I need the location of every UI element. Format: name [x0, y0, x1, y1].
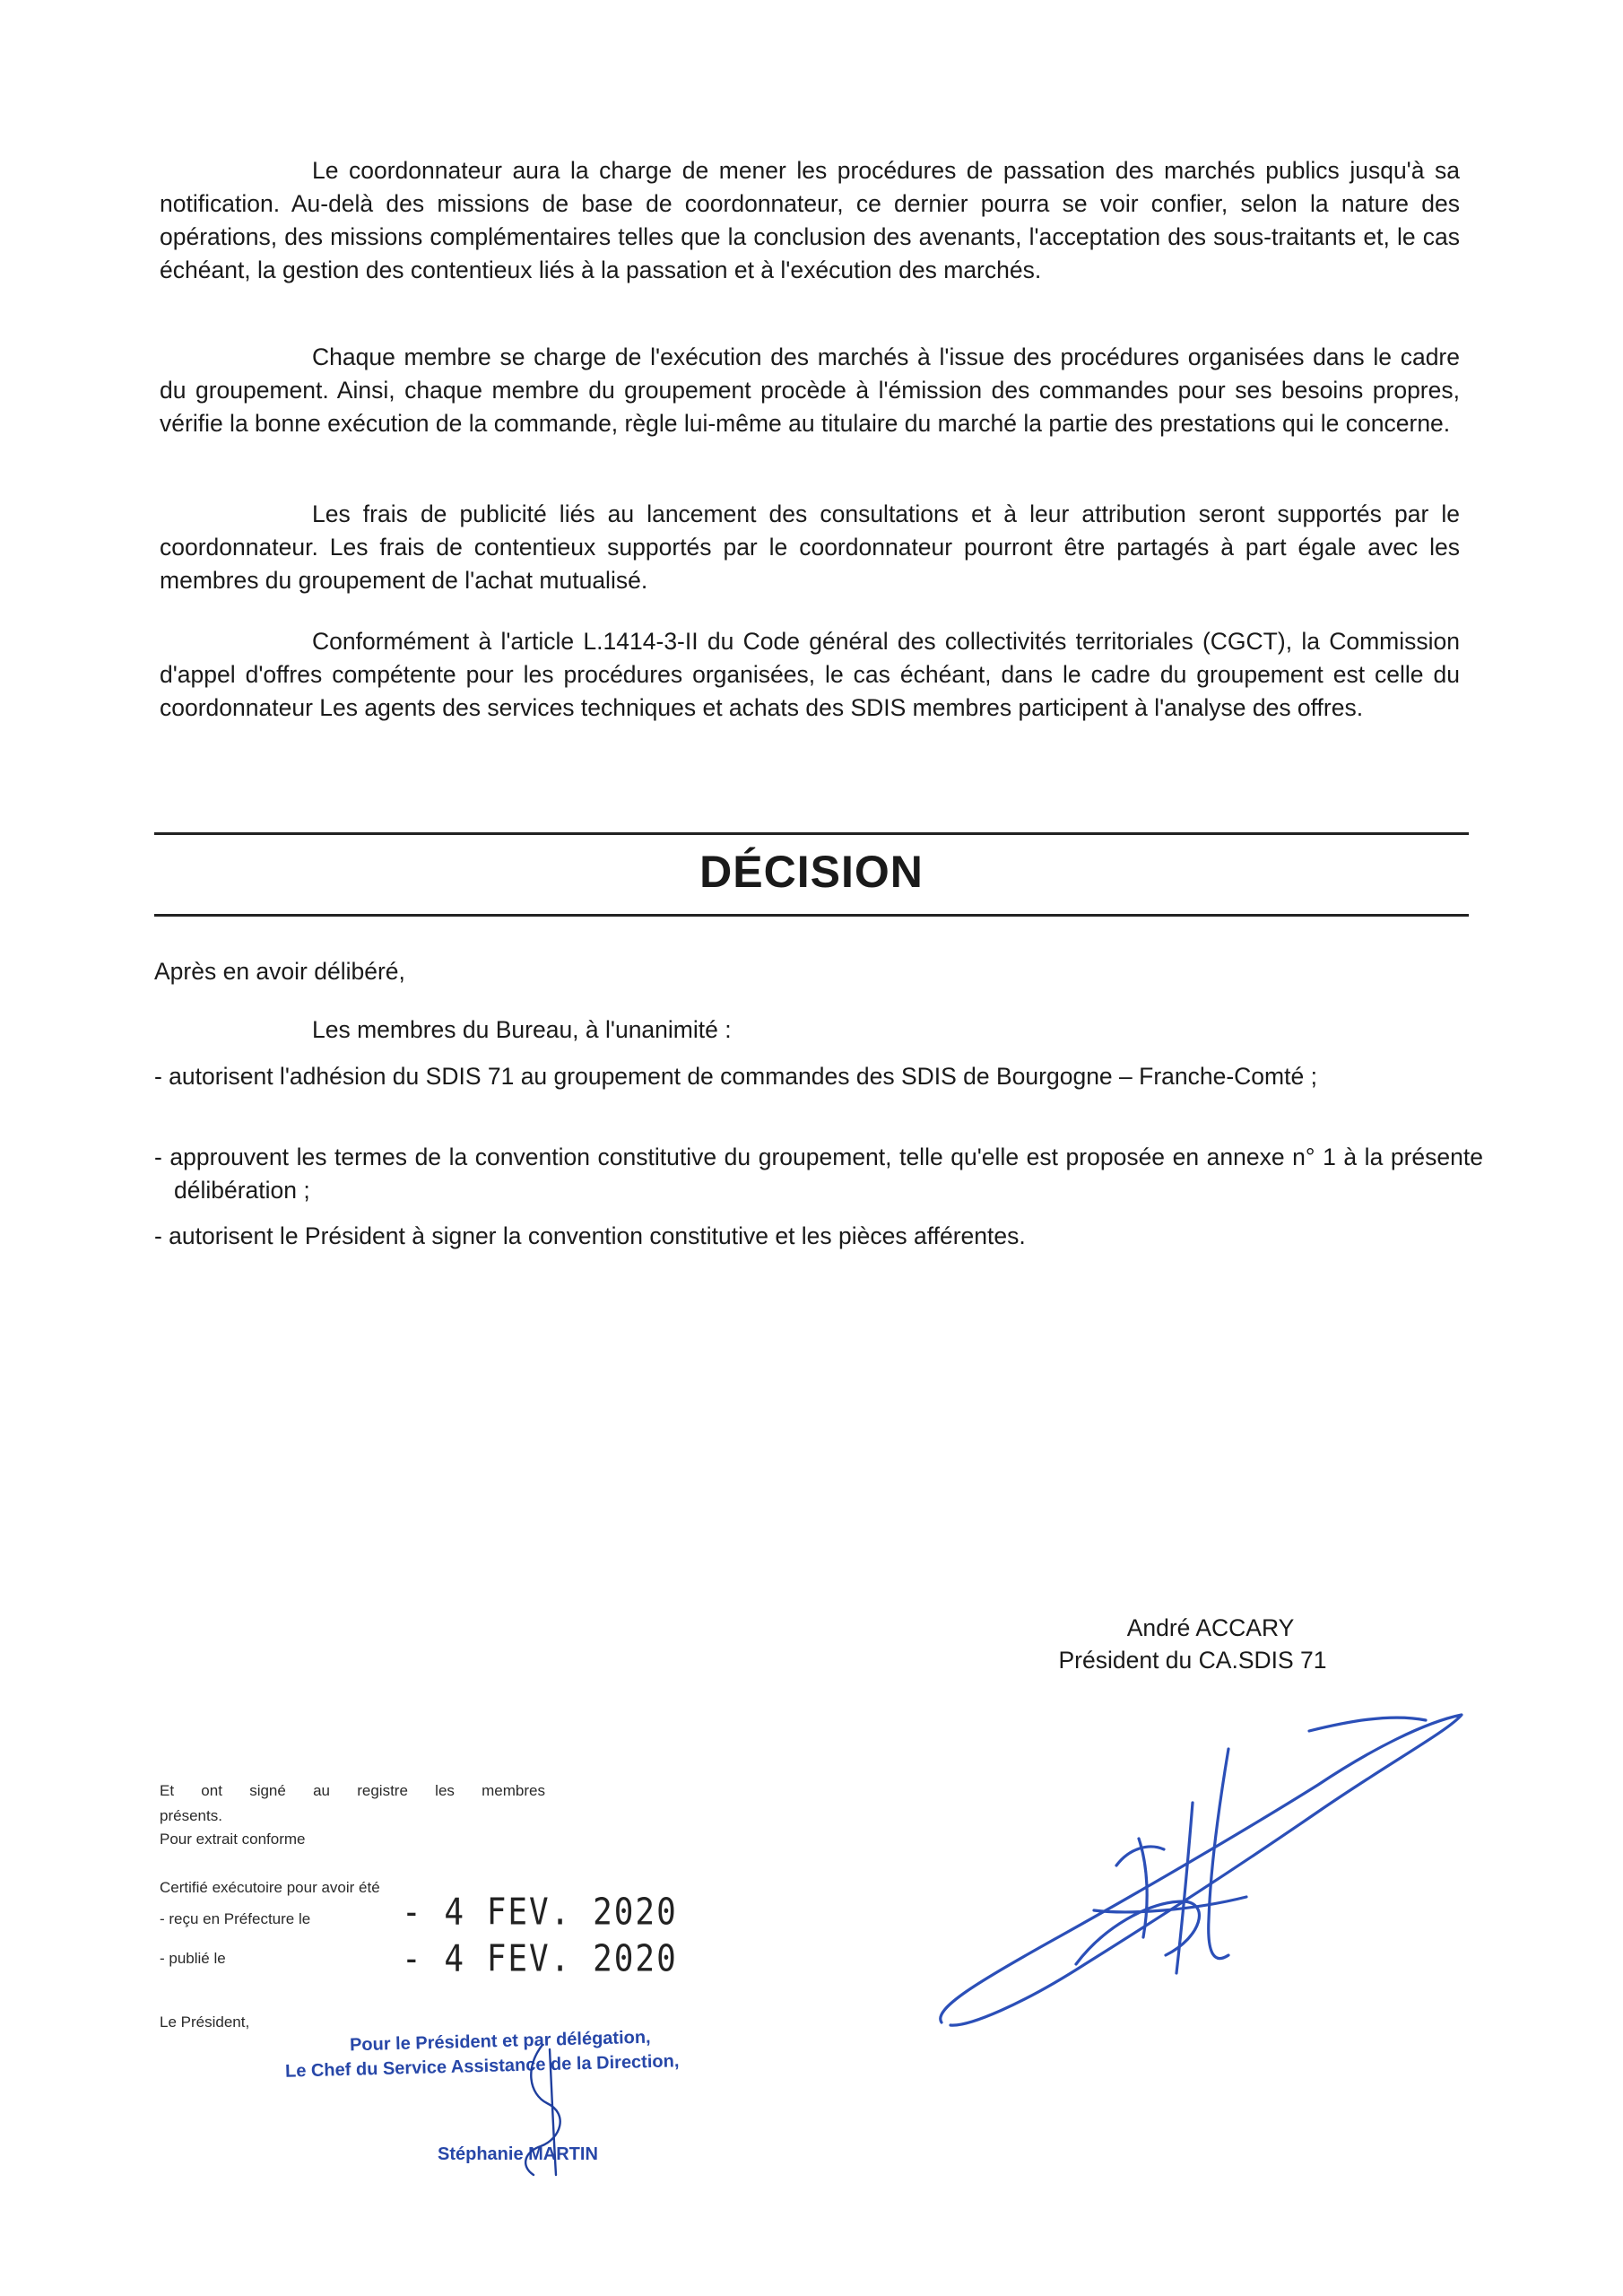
- decision-bottom-rule: [154, 914, 1469, 917]
- certified-label: Certifié exécutoire pour avoir été: [160, 1879, 380, 1896]
- signatory-role: Président du CA.SDIS 71: [1058, 1647, 1327, 1674]
- president-label: Le Président,: [160, 2013, 250, 2031]
- register-line-3: Pour extrait conforme: [160, 1831, 306, 1848]
- delegation-stamp-line-1: Pour le Président et par délégation,: [349, 2027, 651, 2056]
- decision-intro: Après en avoir délibéré,: [154, 958, 405, 985]
- decision-item: - approuvent les termes de la convention constitutive du groupement, telle qu'elle est proposée en annexe n° 1 à la présente délibération ;: [154, 1144, 1483, 1204]
- decision-title: DÉCISION: [699, 847, 924, 897]
- received-label: - reçu en Préfecture le: [160, 1910, 311, 1927]
- received-date-stamp: - 4 FEV. 2020: [402, 1891, 678, 1935]
- published-date-stamp: - 4 FEV. 2020: [402, 1937, 678, 1981]
- delegation-stamp-line-2: Le Chef du Service Assistance de la Direction,: [284, 2051, 680, 2082]
- published-label: - publié le: [160, 1950, 226, 1967]
- delegation-stamp-name: Stéphanie MARTIN: [438, 2144, 598, 2164]
- signatory-block: [1049, 1612, 1336, 1676]
- paragraph-coordonnateur: Le coordonnateur aura la charge de mener les procédures de passation des marchés publics jusqu'à sa notification. Au-delà des missions de base de coordonnateur, ce dernier pourra se voir confier, selon la nature des opérations, des missions complémentaires telles que la conclusion des avenants, l'acceptation des sous-traitants et, le cas échéant, la gestion des contentieux liés à la passation et à l'exécution des marchés.: [160, 157, 1460, 283]
- paragraph-commission: Conformément à l'article L.1414-3-II du Code général des collectivités territoriales (CGCT), la Commission d'appel d'offres compétente pour les procédures organisées, le cas échéant, dans le cadre du groupement est celle du coordonnateur Les agents des services techniques et achats des SDIS membres participent à l'analyse des offres.: [160, 628, 1460, 721]
- paragraph-execution: Chaque membre se charge de l'exécution des marchés à l'issue des procédures organisées dans le cadre du groupement. Ainsi, chaque membre du groupement procède à l'émission des commandes pour ses besoins propres, vérifie la bonne exécution de la commande, règle lui-même au titulaire du marché la partie des prestations qui le concerne.: [160, 344, 1460, 437]
- register-line-1: Et ont signé au registre les membres: [160, 1782, 545, 1799]
- decision-top-rule: [154, 832, 1469, 835]
- register-line-2: présents.: [160, 1807, 222, 1824]
- signatory-name: André ACCARY: [1126, 1614, 1295, 1641]
- delegate-signature: [507, 2040, 587, 2184]
- decision-item: - autorisent l'adhésion du SDIS 71 au groupement de commandes des SDIS de Bourgogne – Franche-Comté ;: [154, 1063, 1317, 1090]
- decision-lead: Les membres du Bureau, à l'unanimité :: [312, 1016, 732, 1043]
- president-signature: [924, 1695, 1480, 2036]
- paragraph-frais: Les frais de publicité liés au lancement des consultations et à leur attribution seront supportés par le coordonnateur. Les frais de contentieux supportés par le coordonnateur pourront être partagés à part égale avec les membres du groupement de l'achat mutualisé.: [160, 500, 1460, 594]
- decision-item: - autorisent le Président à signer la convention constitutive et les pièces afférentes.: [154, 1222, 1026, 1249]
